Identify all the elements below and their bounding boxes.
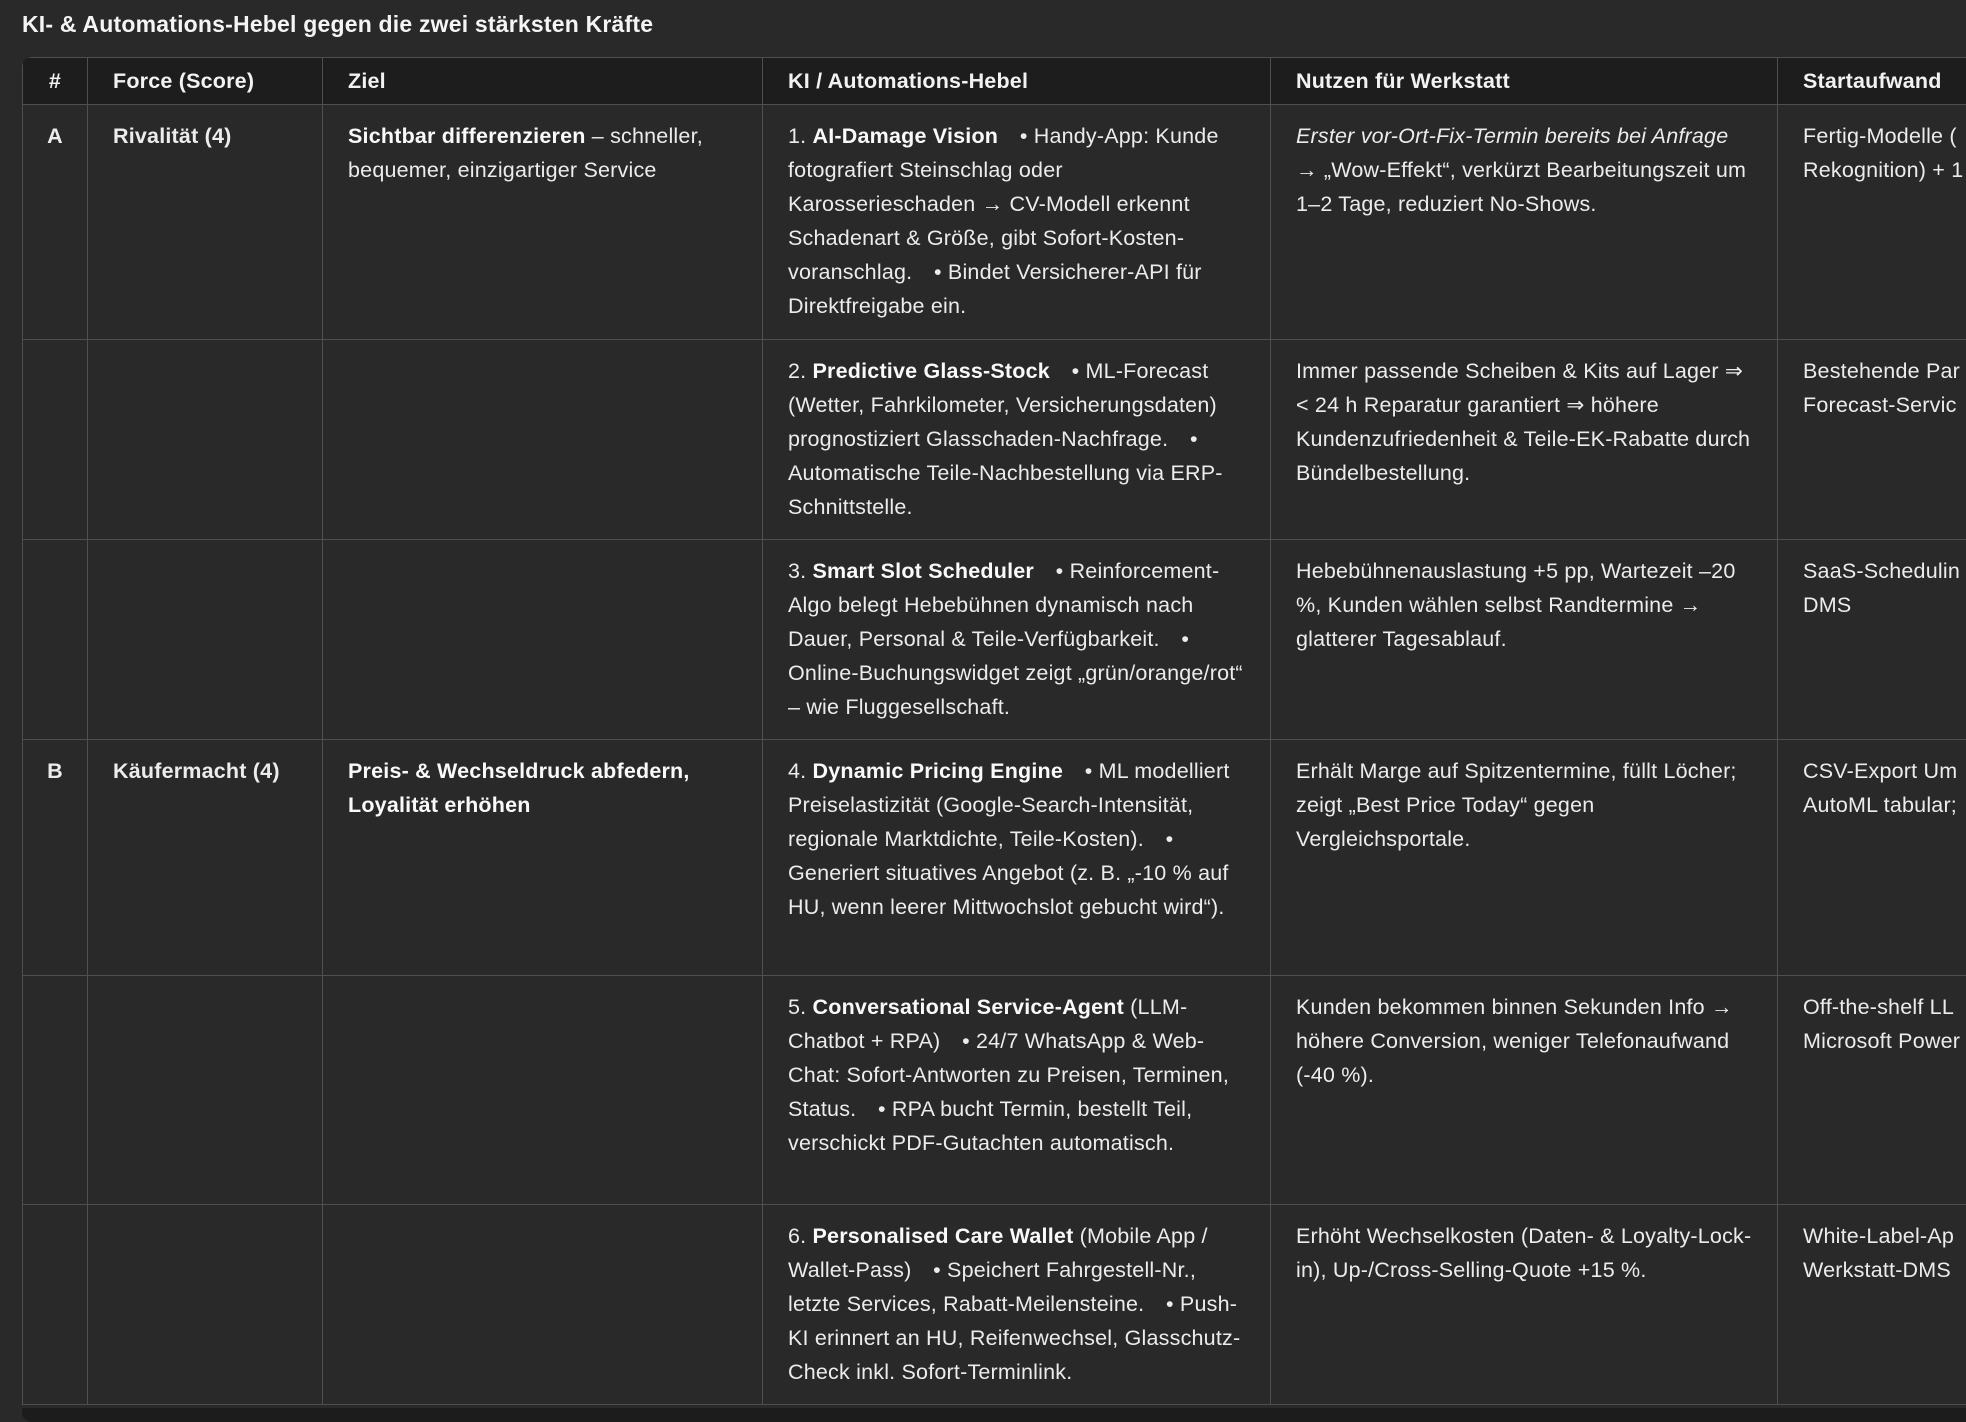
cell-ziel (323, 340, 763, 540)
cell-nutzen (1271, 105, 1778, 340)
text-segment: Dynamic Pricing Engine (812, 759, 1064, 783)
cell-nutzen (1271, 340, 1778, 540)
table-row (23, 1205, 1966, 1405)
cell-num: A (23, 105, 88, 340)
cell-force (88, 1205, 323, 1405)
table-horizontal-scrollbar[interactable] (22, 1408, 1966, 1422)
aufwand-line: DMS (1803, 593, 1852, 617)
cell-hebel (763, 740, 1271, 976)
text-segment: → „Wow-Effekt“, verkürzt Bearbeitungszeit um 1–2 Tage, reduziert No-Shows. (1296, 158, 1747, 216)
column-header-force: Force (Score) (88, 58, 323, 105)
text-segment: Personalised Care Wallet (812, 1224, 1074, 1248)
cell-hebel (763, 540, 1271, 740)
cell-force: Käufermacht (4) (88, 740, 323, 976)
column-header-aufwand: Startaufwand (1778, 58, 1966, 105)
cell-nutzen (1271, 1205, 1778, 1405)
table-row (23, 976, 1966, 1205)
cell-force (88, 540, 323, 740)
forces-table (22, 57, 1966, 1405)
aufwand-line: Off-the-shelf LL (1803, 995, 1954, 1019)
column-header-nutzen: Nutzen für Werkstatt (1271, 58, 1778, 105)
text-segment: Erhöht Wechselkosten (Daten- & Loyalty-Lock-in), Up-/Cross-Selling-Quote +15 %. (1296, 1224, 1752, 1282)
cell-force (88, 340, 323, 540)
cell-num: B (23, 740, 88, 976)
cell-ziel (323, 740, 763, 976)
cell-hebel (763, 1205, 1271, 1405)
text-segment: Smart Slot Scheduler (812, 559, 1034, 583)
cell-force (88, 976, 323, 1205)
text-segment: • ML-Forecast (Wetter, Fahrkilometer, Versicherungsdaten) prognostiziert Glasschaden-Nachfrage. • Automatische Teile-Nachbestellung via ERP-Schnittstelle. (788, 359, 1223, 519)
cell-hebel (763, 105, 1271, 340)
text-segment: 3. (788, 559, 813, 583)
cell-force: Rivalität (4) (88, 105, 323, 340)
text-segment: Hebebühnenauslastung +5 pp, Wartezeit –20 %, Kunden wählen selbst Randtermine → glatterer Tagesablauf. (1296, 559, 1736, 651)
text-segment: 6. (788, 1224, 813, 1248)
cell-ziel (323, 540, 763, 740)
table-scroll-container[interactable] (22, 57, 1966, 1405)
cell-nutzen (1271, 976, 1778, 1205)
table-row (23, 340, 1966, 540)
text-segment: (LLM-Chatbot + RPA) • 24/7 WhatsApp & Web-Chat: Sofort-Antworten zu Preisen, Terminen, Status. • RPA bucht Termin, bestellt Teil, verschickt PDF-Gutachten automatisch. (788, 995, 1229, 1155)
cell-aufwand (1778, 740, 1966, 976)
table-body (23, 105, 1966, 1405)
cell-ziel (323, 105, 763, 340)
cell-hebel (763, 340, 1271, 540)
cell-nutzen (1271, 740, 1778, 976)
table-row (23, 540, 1966, 740)
cell-num (23, 976, 88, 1205)
aufwand-line: Forecast-Servic (1803, 393, 1957, 417)
header-row (23, 58, 1966, 105)
page-title: KI- & Automations-Hebel gegen die zwei stärksten Kräfte (22, 11, 654, 37)
text-segment: 5. (788, 995, 813, 1019)
text-segment: 1. (788, 124, 813, 148)
text-segment: • ML modelliert Preiselastizität (Google-Search-Intensität, regionale Marktdichte, Teile-Kosten). • Generiert situatives Angebot (z. B. „-10 % auf HU, wenn leerer Mittwochslot gebucht wird“). (788, 759, 1230, 919)
text-segment: • Handy-App: Kunde fotografiert Steinschlag oder Karosserieschaden → CV-Modell erkennt Schadenart & Größe, gibt Sofort-Kostenvoranschlag. • Bindet Versicherer-API für Direktfreigabe ein. (788, 124, 1219, 318)
text-segment: • Reinforcement-Algo belegt Hebebühnen dynamisch nach Dauer, Personal & Teile-Verfügbarkeit. • Online-Buchungswidget zeigt „grün/orange/rot“ – wie Fluggesellschaft. (788, 559, 1243, 719)
aufwand-line: Rekognition) + 1 (1803, 158, 1964, 182)
cell-num (23, 540, 88, 740)
aufwand-line: AutoML tabular; (1803, 793, 1957, 817)
cell-aufwand (1778, 340, 1966, 540)
cell-aufwand (1778, 105, 1966, 340)
text-segment: Sichtbar differenzieren (348, 124, 586, 148)
text-segment: 4. (788, 759, 813, 783)
aufwand-line: CSV-Export Um (1803, 759, 1958, 783)
text-segment: Kunden bekommen binnen Sekunden Info → höhere Conversion, weniger Telefonaufwand (-40 %). (1296, 995, 1733, 1087)
aufwand-line: White-Label-Ap (1803, 1224, 1954, 1248)
column-header-hebel: KI / Automations-Hebel (763, 58, 1271, 105)
text-segment: AI-Damage Vision (812, 124, 999, 148)
text-segment: Predictive Glass-Stock (812, 359, 1050, 383)
cell-num (23, 340, 88, 540)
table-row (23, 105, 1966, 340)
aufwand-line: Fertig-Modelle ( (1803, 124, 1957, 148)
text-segment: Immer passende Scheiben & Kits auf Lager ⇒ < 24 h Reparatur garantiert ⇒ höhere Kundenzufriedenheit & Teile-EK-Rabatte durch Bündelbestellung. (1296, 359, 1751, 485)
cell-nutzen (1271, 540, 1778, 740)
text-segment: Preis- & Wechseldruck abfedern, Loyalität erhöhen (348, 759, 690, 817)
text-segment: Conversational Service-Agent (812, 995, 1124, 1019)
table-header (23, 58, 1966, 105)
table-row (23, 740, 1966, 976)
column-header-num: # (23, 58, 88, 105)
cell-aufwand (1778, 540, 1966, 740)
cell-aufwand (1778, 1205, 1966, 1405)
cell-ziel (323, 976, 763, 1205)
text-segment: Erster vor-Ort-Fix-Termin bereits bei Anfrage (1296, 124, 1729, 148)
text-segment: Erhält Marge auf Spitzentermine, füllt Löcher; zeigt „Best Price Today“ gegen Vergleichsportale. (1296, 759, 1737, 851)
text-segment: 2. (788, 359, 813, 383)
cell-hebel (763, 976, 1271, 1205)
cell-aufwand (1778, 976, 1966, 1205)
aufwand-line: Bestehende Par (1803, 359, 1960, 383)
aufwand-line: Microsoft Power (1803, 1029, 1961, 1053)
cell-ziel (323, 1205, 763, 1405)
column-header-ziel: Ziel (323, 58, 763, 105)
text-segment: (Mobile App / Wallet-Pass) • Speichert Fahrgestell-Nr., letzte Services, Rabatt-Meilensteine. • Push-KI erinnert an HU, Reifenwechsel, Glasschutz-Check inkl. Sofort-Terminlink. (788, 1224, 1241, 1384)
aufwand-line: SaaS-Schedulin (1803, 559, 1960, 583)
aufwand-line: Werkstatt-DMS (1803, 1258, 1951, 1282)
cell-num (23, 1205, 88, 1405)
text-segment: – schneller, bequemer, einzigartiger Service (348, 124, 703, 182)
